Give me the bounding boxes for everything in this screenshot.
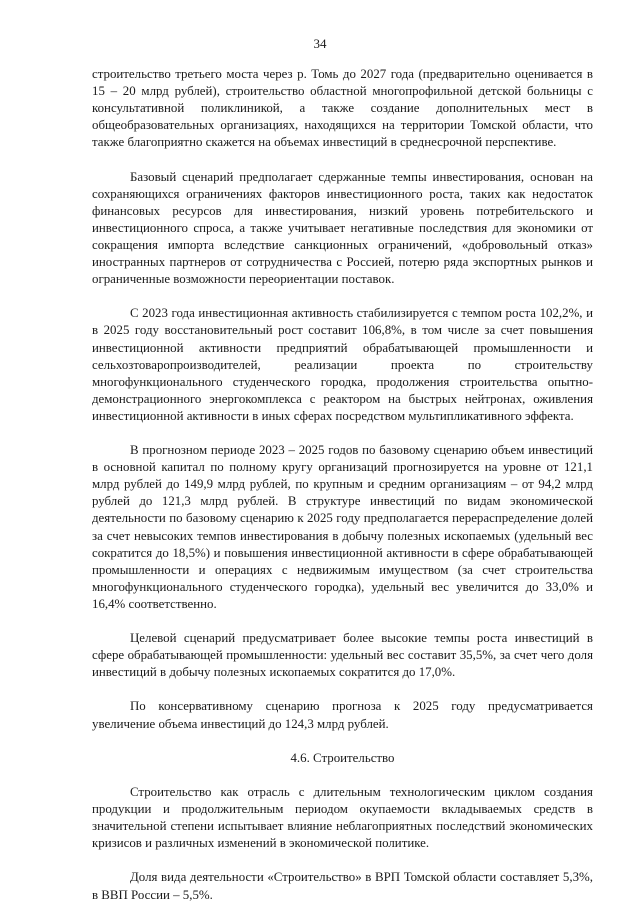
page-number: 34 <box>313 36 327 51</box>
paragraph-base-scenario: Базовый сценарий предполагает сдержанные темпы инвестирования, основан на сохраняющихся ограничениях факторов инвестиционного роста, таких как недостаток финансовых ресурсов для инвестирования, низкий уровень потребительского и инвестиционного спроса, а также учитывает негативные последствия для экономики от сокращения импорта вследствие санкционных ограничений, «добровольный отказ» иностранных партнеров от сотрудничества с Россией, потерю ряда экспортных рынков и ограниченные возможности переориентации поставок. <box>92 169 593 287</box>
paragraph-forecast-period: В прогнозном периоде 2023 – 2025 годов по базовому сценарию объем инвестиций в основной капитал по полному кругу организаций прогнозируется на уровне от 121,1 млрд рублей до 149,9 млрд рублей, по крупным и средним организациям – от 94,2 млрд рублей до 121,3 млрд рублей. В структуре инвестиций по видам экономической деятельности по базовому сценарию к 2025 году предполагается перераспределение долей за счет невысоких темпов инвестирования в добычу полезных ископаемых (удельный вес сократится до 18,5%) и повышения инвестиционной активности в сфере обрабатывающей промышленности и операциях с недвижимым имуществом (за счет строительства многофункционального студенческого городка), удельный вес увеличится до 33,0% и 16,4% соответственно. <box>92 443 593 611</box>
paragraph-target-scenario: Целевой сценарий предусматривает более высокие темпы роста инвестиций в сфере обрабатывающей промышленности: удельный вес составит 35,5%, за счет чего доля инвестиций в добычу полезных ископаемых сократится до 17,0%. <box>92 631 593 680</box>
page-body <box>92 66 593 904</box>
paragraph-continuation: строительство третьего моста через р. Томь до 2027 года (предварительно оценивается в 15 – 20 млрд рублей), строительство областной многопрофильной детской больницы с консультативной поликлиникой, а также создание дополнительных мест в общеобразовательных организациях, находящихся на территории Томской области, что также благоприятно скажется на объемах инвестиций в среднесрочной перспективе. <box>92 67 593 150</box>
paragraph-conservative-scenario: По консервативному сценарию прогноза к 2025 году предусматривается увеличение объема инвестиций до 124,3 млрд рублей. <box>92 699 593 731</box>
paragraph-construction-industry: Строительство как отрасль с длительным технологическим циклом создания продукции и продолжительным периодом окупаемости вкладываемых средств в значительной степени испытывает влияние неблагоприятных последствий экономических кризисов и различных изменений в экономической политике. <box>92 784 593 851</box>
paragraph-construction-share: Доля вида деятельности «Строительство» в ВРП Томской области составляет 5,3%, в ВВП России – 5,5%. <box>92 870 593 902</box>
section-heading: 4.6. Строительство <box>290 750 395 765</box>
paragraph-investment-activity: С 2023 года инвестиционная активность стабилизируется с темпом роста 102,2%, и в 2025 году восстановительный рост составит 106,8%, в том числе за счет повышения инвестиционной активности предприятий обрабатывающей промышленности и сельхозтоваропроизводителей, реализации проекта по строительству многофункционального студенческого городка, продолжения строительства опытно-демонстрационного энергокомплекса с реактором на быстрых нейтронах, оживления инвестиционной активности в иных сферах посредством мультипликативного эффекта. <box>92 306 593 423</box>
